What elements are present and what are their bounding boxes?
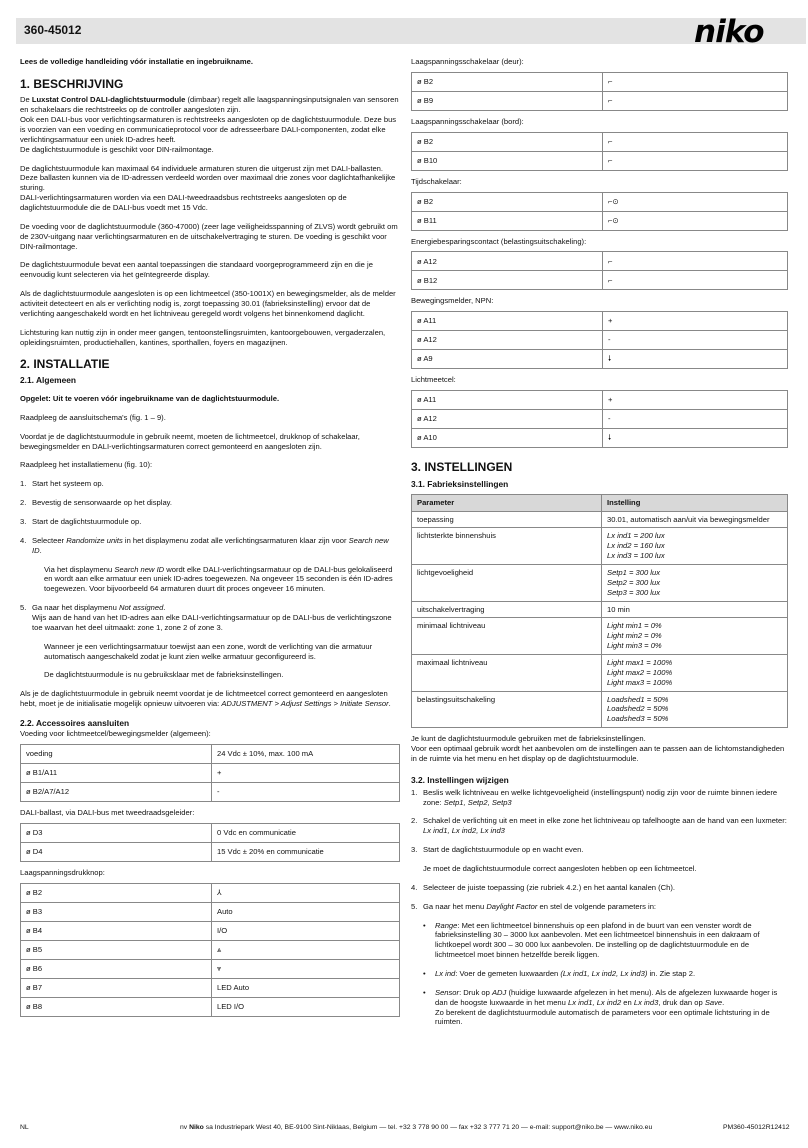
parameter-cell: toepassing — [412, 511, 602, 528]
parameter-cell: minimaal lichtniveau — [412, 618, 602, 655]
setting-cell — [602, 654, 788, 691]
step-5-ready: De daglichtstuurmodule is nu gebruiksklaar met de fabrieksinstellingen. — [44, 670, 284, 680]
value-cell: ⌐ — [603, 72, 788, 91]
setting-step-1: 1. Beslis welk lichtniveau en welke lichtgevoeligheid (instellingspunt) nodig zijn voor de ruimte binnen iedere zone: Setp1, Setp2, Setp3 — [411, 787, 778, 807]
intro-text: Lees de volledige handleiding vóór installatie en ingebruikname. — [20, 57, 253, 66]
install-p1: Raadpleeg de aansluitschema's (fig. 1 – 9). — [20, 412, 166, 422]
value-cell: 15 Vdc ± 20% en communicatie — [212, 842, 400, 861]
terminal-cell: ø B8 — [21, 997, 212, 1016]
terminal-cell: ø A9 — [412, 350, 603, 369]
table-row — [412, 528, 788, 565]
setting-line: Loadshed3 = 50% — [607, 714, 669, 724]
table-row — [412, 564, 788, 601]
table-row — [412, 618, 788, 655]
value-cell: ⩔ — [212, 959, 400, 978]
table-row — [412, 410, 788, 429]
warning-text: Opgelet: Uit te voeren vóór ingebruikname van de daglichtstuurmodule. — [20, 394, 280, 404]
value-cell: ⌐ — [603, 91, 788, 110]
install-p4: Als je de daglichtstuurmodule in gebruik neemt voordat je de lichtmeetcel correct gemonteerd en aangesloten hebt, moet je de initialisatie mogelijk opnieuw uitvoeren via: ADJUSTMENT > Adjust Settings > Initiate Sensor. — [20, 689, 391, 709]
table-row — [412, 312, 788, 331]
bullet-sensor: • Sensor: Druk op ADJ (huidige luxwaarde afgelezen in het menu). Als de afgelezen luxwaarde hoger is dan de hoogste luxwaarde in het menu Lx ind1, Lx ind2 en Lx ind3, druk dan op Save. Zo berekent de daglichtstuurmodule automatisch de parameters voor een optimale lichtsturing in de ruimten. — [423, 987, 778, 1027]
value-cell: - — [603, 410, 788, 429]
terminal-cell: ø A11 — [412, 391, 603, 410]
description-p4: De daglichtstuurmodule bevat een aantal toepassingen die standaard voorgeprogrammeerd zijn en die je eenvoudig kunt selecteren via het geïntegreerde display. — [20, 260, 373, 280]
value-cell: 🠗 — [603, 429, 788, 448]
table-row — [21, 978, 400, 997]
terminal-cell: ø B5 — [21, 940, 212, 959]
document-number: 360-45012 — [24, 23, 82, 37]
terminal-cell: ø B1/A11 — [21, 763, 212, 782]
light-cell-table — [411, 390, 788, 448]
setting-line: Light min3 = 0% — [607, 641, 662, 651]
door-switch-table — [411, 72, 788, 111]
section-2-title: 2. INSTALLATIE — [20, 356, 110, 371]
description-p1c: De daglichtstuurmodule is geschikt voor DIN-railmontage. — [20, 144, 214, 154]
table-row — [412, 350, 788, 369]
footer-doc-code: PM360-45012R12412 — [723, 1124, 790, 1131]
description-p2b: DALI-verlichtingsarmaturen worden via een DALI-tweedraadsbus rechtstreeks aangesloten op de daglichtstuurmodule die de DALI-bus voedt met 15 Vdc. — [20, 193, 347, 213]
terminal-cell: ø A10 — [412, 429, 603, 448]
step-4: 4. Selecteer Randomize units in het displaymenu zodat alle verlichtingsarmaturen klaar zijn voor Search new ID. Via het displaymenu Search new ID wordt elke DALI-verlichtingsarmatuur op de DALI-bus gelokaliseerd en wordt aan elke armatuur een uniek ID-adres toegewezen. Na ongeveer 15 seconden is één ID-adres toegewezen. Voor bijvoorbeeld 64 armaturen duurt dit proces ongeveer 16 minuten. — [20, 536, 400, 594]
value-cell: ⌐⊙ — [603, 192, 788, 211]
install-steps — [20, 479, 400, 680]
terminal-cell: ø B4 — [21, 921, 212, 940]
table-row — [412, 271, 788, 290]
door-switch-label: Laagspanningsschakelaar (deur): — [411, 57, 524, 66]
table-row — [412, 211, 788, 230]
power-table — [20, 744, 400, 802]
setting-line: 30.01, automatisch aan/uit via bewegingsmelder — [607, 514, 770, 524]
parameter-cell: lichtgevoeligheid — [412, 564, 602, 601]
value-cell: ⌐⊙ — [603, 211, 788, 230]
col-setting: Instelling — [602, 494, 788, 511]
table-row — [412, 91, 788, 110]
terminal-cell: ø B7 — [21, 978, 212, 997]
terminal-cell: ø B6 — [21, 959, 212, 978]
value-cell: 24 Vdc ± 10%, max. 100 mA — [212, 744, 400, 763]
table-row — [412, 252, 788, 271]
value-cell: 0 Vdc en communicatie — [212, 823, 400, 842]
value-cell: 🠗 — [603, 350, 788, 369]
setting-line: Light max2 = 100% — [607, 667, 673, 677]
terminal-cell: ø A12 — [412, 252, 603, 271]
setting-line: Setp1 = 300 lux — [607, 567, 660, 577]
section-3-1-title: 3.1. Fabrieksinstellingen — [411, 478, 509, 489]
terminal-cell: ø A12 — [412, 331, 603, 350]
terminal-cell: ø B2 — [412, 72, 603, 91]
setting-line: Light min1 = 0% — [607, 621, 662, 631]
light-cell-label: Lichtmeetcel: — [411, 375, 456, 385]
left-column — [20, 57, 400, 1023]
setting-step-4: 4. Selecteer de juiste toepassing (zie rubriek 4.2.) en het aantal kanalen (Ch). — [411, 882, 676, 892]
value-cell: ⅄ — [212, 883, 400, 902]
power-label: Voeding voor lichtmeetcel/bewegingsmelder (algemeen): — [20, 728, 211, 738]
install-p2: Voordat je de daglichtstuurmodule in gebruik neemt, moeten de lichtmeetcel, drukknop of schakelaar, bewegingsmelder en DALI-verlichtingsarmaturen correct gemonteerd en aangesloten zijn. — [20, 431, 360, 451]
terminal-cell: ø D3 — [21, 823, 212, 842]
table-row — [412, 331, 788, 350]
terminal-cell: ø B12 — [412, 271, 603, 290]
setting-line: Setp2 = 300 lux — [607, 577, 660, 587]
board-switch-table — [411, 132, 788, 171]
table-row — [21, 883, 400, 902]
terminal-cell: ø B2 — [21, 883, 212, 902]
table-row — [412, 429, 788, 448]
setting-line: Light min2 = 0% — [607, 631, 662, 641]
description-p1: De Luxstat Control DALI-daglichtstuurmodule (dimbaar) regelt alle laagspanningsinputsignalen van sensoren en schakelaars die rechtstreeks op de controller aangesloten zijn. — [20, 95, 399, 115]
table-row — [412, 601, 788, 618]
setting-line: Loadshed2 = 50% — [607, 704, 669, 714]
footer-language: NL — [20, 1124, 29, 1131]
value-cell: ⌐ — [603, 252, 788, 271]
energy-contact-label: Energiebesparingscontact (belastingsuitschakeling): — [411, 236, 587, 246]
setting-step-2: 2. Schakel de verlichting uit en meet in elke zone het lichtniveau op tafelhoogte aan de hand van een luxmeter: Lx ind1, Lx ind2, Lx ind3 — [411, 816, 787, 836]
factory-settings-table — [411, 494, 788, 728]
table-row — [412, 192, 788, 211]
table-row — [21, 744, 400, 763]
step-4-detail: Via het displaymenu Search new ID wordt elke DALI-verlichtingsarmatuur op de DALI-bus gelokaliseerd en wordt aan elke armatuur een uniek ID-adres toegewezen. Na ongeveer 15 seconden is één ID-adres toegewezen. Voor bijvoorbeeld 64 armaturen duurt dit proces ongeveer 16 minuten. — [44, 564, 393, 594]
setting-cell — [602, 511, 788, 528]
parameter-cell: uitschakelvertraging — [412, 601, 602, 618]
parameter-cell: lichtsterkte binnenshuis — [412, 528, 602, 565]
motion-detector-label: Bewegingsmelder, NPN: — [411, 296, 494, 306]
settings-after-2: Voor een optimaal gebruik wordt het aanbevolen om de instellingen aan te passen aan de lichtomstandigheden in de ruimte via het menu en het display op de daglichtstuurmodule. — [411, 744, 785, 763]
section-1-title: 1. BESCHRIJVING — [20, 76, 124, 91]
setting-cell — [602, 528, 788, 565]
settings-steps — [411, 788, 788, 912]
description-p2: De daglichtstuurmodule kan maximaal 64 individuele armaturen sturen die uitgerust zijn met DALI-ballasten. Deze ballasten kunnen via de ID-adressen verdeeld worden over maximaal drie zones voor daglichtafhankelijke sturing. — [20, 163, 396, 193]
col-parameter: Parameter — [412, 494, 602, 511]
value-cell: + — [603, 391, 788, 410]
timer-switch-label: Tijdschakelaar: — [411, 176, 462, 186]
section-3-2-title: 3.2. Instellingen wijzigen — [411, 774, 509, 785]
terminal-cell: ø B3 — [21, 902, 212, 921]
table-row — [21, 940, 400, 959]
value-cell: ⩓ — [212, 940, 400, 959]
value-cell: - — [212, 782, 400, 801]
table-row — [412, 132, 788, 151]
setting-cell — [602, 618, 788, 655]
description-p3: De voeding voor de daglichtstuurmodule (360-47000) (zeer lage veiligheidsspanning of ZLVS) wordt gebruikt om de 230V-uitgang naar verlichtingsarmaturen en de uitschakelvertraging te sturen. De voeding is geschikt voor DIN-railmontage. — [20, 221, 398, 251]
table-row — [21, 763, 400, 782]
section-2-1-title: 2.1. Algemeen — [20, 375, 77, 386]
value-cell: ⌐ — [603, 151, 788, 170]
value-cell: LED Auto — [212, 978, 400, 997]
terminal-cell: ø B2 — [412, 192, 603, 211]
table-row — [21, 959, 400, 978]
step-1: 1. Start het systeem op. — [20, 479, 104, 489]
value-cell: + — [603, 312, 788, 331]
table-row — [412, 654, 788, 691]
parameter-cell: belastingsuitschakeling — [412, 691, 602, 728]
value-cell: LED I/O — [212, 997, 400, 1016]
setting-line: Lx ind3 = 100 lux — [607, 551, 665, 561]
setting-line: Loadshed1 = 50% — [607, 694, 669, 704]
table-row — [412, 691, 788, 728]
section-2-2-title: 2.2. Accessoires aansluiten — [20, 718, 130, 729]
setting-line: Lx ind1 = 200 lux — [607, 531, 665, 541]
setting-line: Lx ind2 = 160 lux — [607, 541, 665, 551]
terminal-cell: ø B9 — [412, 91, 603, 110]
value-cell: ⌐ — [603, 132, 788, 151]
table-row — [21, 823, 400, 842]
terminal-cell: ø B2 — [412, 132, 603, 151]
setting-line: 10 min — [607, 604, 630, 614]
section-3-title: 3. INSTELLINGEN — [411, 460, 513, 475]
value-cell: I/O — [212, 921, 400, 940]
table-row — [21, 921, 400, 940]
dali-table — [20, 823, 400, 862]
terminal-cell: ø A11 — [412, 312, 603, 331]
bullet-lx-ind: • Lx ind: Voer de gemeten luxwaarden (Lx ind1, Lx ind2, Lx ind3) in. Zie stap 2. — [423, 968, 696, 978]
niko-logo: niko — [694, 14, 764, 50]
step-5: 5. Ga naar het displaymenu Not assigned. Wijs aan de hand van het ID-adres aan elke DALI-verlichtingsarmatuur op de DALI-bus de verlichtingszone toe waarvan het deel uitmaakt: zone 1, zone 2 of zone 3. Wanneer je een verlichtingsarmatuur toewijst aan een zone, wordt de verlichting van die armatuur automatisch aangeschakeld zodat je kunt zien welke armatuur geconfigureerd is. De daglichtstuurmodule is nu gebruiksklaar met de fabrieksinstellingen. — [20, 603, 400, 680]
table-row — [412, 72, 788, 91]
pushbutton-table — [20, 883, 400, 1017]
value-cell: ⌐ — [603, 271, 788, 290]
settings-after-1: Je kunt de daglichtstuurmodule gebruiken met de fabrieksinstellingen. — [411, 734, 646, 744]
table-row — [21, 842, 400, 861]
terminal-cell: ø D4 — [21, 842, 212, 861]
description-p5: Als de daglichtstuurmodule aangesloten is op een lichtmeetcel (350-1001X) en bewegingsmelder, als de melder activiteit detecteert en als er verlichting nodig is, zorgt toepassing 30.01 (fabrieksinstelling) ervoor dat de verlichting aangeschakeld wordt en het lichtniveau geregeld wordt volgens het binnenkomend daglicht. — [20, 289, 396, 318]
setting-line: Light max3 = 100% — [607, 677, 673, 687]
timer-switch-table — [411, 192, 788, 231]
setting-step-3: 3. Start de daglichtstuurmodule op en wacht even. Je moet de daglichtstuurmodule correct aangesloten hebben op een lichtmeetcel. — [411, 845, 788, 874]
setting-cell — [602, 691, 788, 728]
terminal-cell: ø B10 — [412, 151, 603, 170]
parameter-cell: maximaal lichtniveau — [412, 654, 602, 691]
setting-line: Setp3 = 300 lux — [607, 587, 660, 597]
energy-contact-table — [411, 251, 788, 290]
dali-label: DALI-ballast, via DALI-bus met tweedraadsgeleider: — [20, 807, 195, 817]
setting-cell — [602, 564, 788, 601]
setting-step-3-detail: Je moet de daglichtstuurmodule correct aangesloten hebben op een lichtmeetcel. — [423, 863, 697, 873]
footer-address: nv Niko sa Industriepark West 40, BE-9100 Sint-Niklaas, Belgium — tel. +32 3 778 90 00 — fax +32 3 777 71 20 — e-mail: support@niko.be — www.niko.eu — [180, 1124, 653, 1131]
right-column — [411, 57, 788, 1036]
description-p1b: Ook een DALI-bus voor verlichtingsarmaturen is rechtstreeks aangesloten op de daglichtstuurmodule. Deze bus is voorzien van een voeding en communicatieprotocol voor de adresseerbare DALI-componenten, zodat elke verlichtingsarmatuur een uniek ID-adres heeft. — [20, 115, 397, 144]
table-row — [412, 511, 788, 528]
terminal-cell: ø A12 — [412, 410, 603, 429]
value-cell: + — [212, 763, 400, 782]
step-3: 3. Start de daglichtstuurmodule op. — [20, 517, 142, 527]
table-row — [21, 782, 400, 801]
value-cell: Auto — [212, 902, 400, 921]
motion-detector-table — [411, 311, 788, 369]
table-row — [412, 151, 788, 170]
header-bar — [16, 18, 806, 44]
setting-step-5: 5. Ga naar het menu Daylight Factor en stel de volgende parameters in: — [411, 901, 657, 911]
description-p6: Lichtsturing kan nuttig zijn in onder meer gangen, tentoonstellingsruimten, kantoorgebouwen, vergaderzalen, opleidingsruimten, productiehallen, kantines, sporthallen, foyers en magazijnen. — [20, 327, 386, 347]
step-5-detail: Wanneer je een verlichtingsarmatuur toewijst aan een zone, wordt de verlichting van die armatuur automatisch aangeschakeld zodat je kunt zien welke armatuur geconfigureerd is. — [44, 641, 373, 661]
table-row — [21, 902, 400, 921]
bullet-range: • Range: Met een lichtmeetcel binnenshuis op een plafond in de buurt van een venster wordt de fabrieksinstelling 30 – 3000 lux aanbevolen. Met een lichtmeetcel binnenshuis in een dakraam of lichtkoepel wordt 300 – 30 000 lux aanbevolen. De instelling op de daglichtstuurmodule en de lichtmeetcel moet binnen hetzelfde bereik liggen. — [423, 920, 760, 960]
terminal-cell: voeding — [21, 744, 212, 763]
install-p3: Raadpleeg het installatiemenu (fig. 10): — [20, 460, 153, 470]
value-cell: - — [603, 331, 788, 350]
setting-cell — [602, 601, 788, 618]
terminal-cell: ø B2/A7/A12 — [21, 782, 212, 801]
step-2: 2. Bevestig de sensorwaarde op het display. — [20, 498, 173, 508]
table-row — [21, 997, 400, 1016]
board-switch-label: Laagspanningsschakelaar (bord): — [411, 116, 524, 126]
table-row — [412, 391, 788, 410]
pushbutton-label: Laagspanningsdrukknop: — [20, 867, 105, 877]
terminal-cell: ø B11 — [412, 211, 603, 230]
setting-line: Light max1 = 100% — [607, 657, 673, 667]
